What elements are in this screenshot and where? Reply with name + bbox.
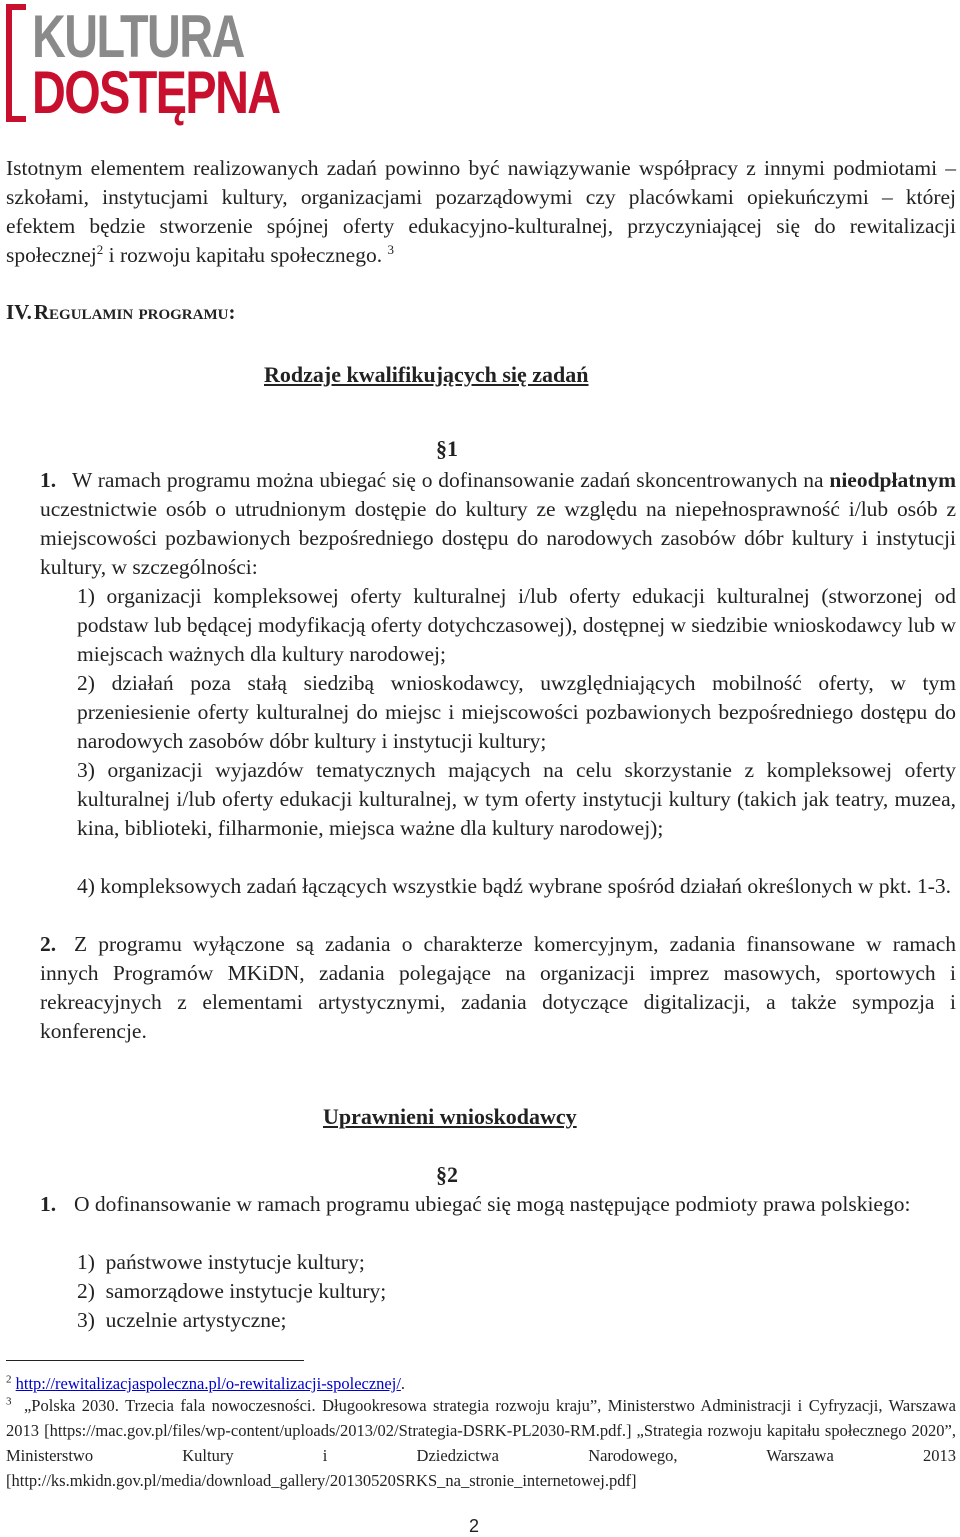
s1-subitem-3: 3) organizacji wyjazdów tematycznych mających na celu skorzystanie z kompleksowej oferty kulturalnej i/lub oferty edukacji kulturalnej, w tym oferty instytucji kultury (takich jak teatry, muzea, kina, biblioteki, filharmonie, miejsca ważne dla kultury narodowej); <box>77 758 956 840</box>
footnote-2: $^2$ http://rewitalizacjaspoleczna.pl/o-rewitalizacji-spolecznej/. <box>6 1373 406 1393</box>
s1-point-1-number: 1. <box>40 468 57 492</box>
paragraph-1-sign: §1 <box>436 436 458 461</box>
s1-point-2: Z programu wyłączone są zadania o charakterze komercyjnym, zadania finansowane w ramach innych Programów MKiDN, zadania polegające na organizacji imprez masowych, sportowych i rekreacyjnych z elementami artystycznymi, zadania dotyczące digitalizacji, a także sympozja i konferencje. <box>40 932 956 1043</box>
paragraph-2-sign: §2 <box>436 1162 458 1187</box>
kultura-dostepna-logo <box>6 3 280 126</box>
section-heading: IV.Regulamin programu: <box>6 300 236 324</box>
s2-subitem-2: 2) samorządowe instytucje kultury; <box>77 1279 387 1303</box>
s1-point-1: W ramach programu można ubiegać się o dofinansowanie zadań skoncentrowanych na nieodpłatnym uczestnictwie osób o utrudnionym dostępie do kultury ze względu na niepełnosprawność i/lub osób z miejscowości pozbawionych bezpośredniego dostępu do narodowych zasobów dóbr kultury i instytucji kultury, w szczególności: <box>40 468 956 579</box>
s1-subitem-4: 4) kompleksowych zadań łączących wszystkie bądź wybrane spośród działań określonych w pkt. 1-3. <box>77 874 952 898</box>
footnote-2-link[interactable]: http://rewitalizacjaspoleczna.pl/o-rewitalizacji-spolecznej/ <box>15 1374 401 1393</box>
s2-subitem-3: 3) uczelnie artystyczne; <box>77 1308 287 1332</box>
s2-subitem-1: 1) państwowe instytucje kultury; <box>77 1250 365 1274</box>
s2-point-1-number: 1. <box>40 1192 57 1216</box>
logo-bracket <box>6 4 26 122</box>
footnote-ref-2[interactable]: 2 <box>96 241 104 257</box>
subsection-1-title: Rodzaje kwalifikujących się zadań <box>264 362 589 387</box>
intro-paragraph: Istotnym elementem realizowanych zadań powinno być nawiązywanie współpracy z innymi podmiotami – szkołami, instytucjami kultury, organizacjami pozarządowymi czy placówkami opiekuńczymi – której efektem będzie stworzenie spójnej oferty edukacyjno-kulturalnej, przyczyniającej się do rewitalizacji społecznej$^2$ i rozwoju kapitału społecznego. $^3$ <box>6 156 956 267</box>
footnote-separator <box>6 1360 304 1361</box>
s1-subitem-2: 2) działań poza stałą siedzibą wnioskodawcy, uwzględniających mobilność oferty, w tym przeniesienie oferty kulturalnej do miejsc i miejscowości pozbawionych bezpośredniego dostępu do narodowych zasobów dóbr kultury i instytucji kultury; <box>77 671 956 753</box>
footnote-3: $^3$ „Polska 2030. Trzecia fala nowoczesności. Długookresowa strategia rozwoju kraju”, Ministerstwo Administracji i Cyfryzacji, Warszawa 2013 [https://mac.gov.pl/files/wp-content/uploads/2013/02/Strategia-DSRK-PL2030-RM.pdf.] „Strategia rozwoju kapitału społecznego 2020”, Ministerstwo Kultury i Dziedzictwa Narodowego, Warszawa 2013 [http://ks.mkidn.gov.pl/media/download_gallery/20130520SRKS_na_stronie_internetowej.pdf] <box>6 1395 957 1490</box>
s1-point-2-number: 2. <box>40 932 57 956</box>
footnote-ref-3[interactable]: 3 <box>387 241 394 257</box>
logo-line-2: DOSTĘPNA <box>32 59 280 126</box>
subsection-2-title: Uprawnieni wnioskodawcy <box>323 1104 577 1129</box>
s2-point-1: O dofinansowanie w ramach programu ubiegać się mogą następujące podmioty prawa polskiego: <box>74 1192 911 1216</box>
s1-subitem-1: 1) organizacji kompleksowej oferty kulturalnej i/lub oferty edukacji kulturalnej (stworzonej od podstaw lub będącej modyfikacją oferty dotychczasowej), dostępnej w siedzibie wnioskodawcy lub w miejscach ważnych dla kultury narodowej; <box>77 584 956 666</box>
logo-line-1: KULTURA <box>32 3 244 70</box>
page-number: 2 <box>469 1516 480 1536</box>
